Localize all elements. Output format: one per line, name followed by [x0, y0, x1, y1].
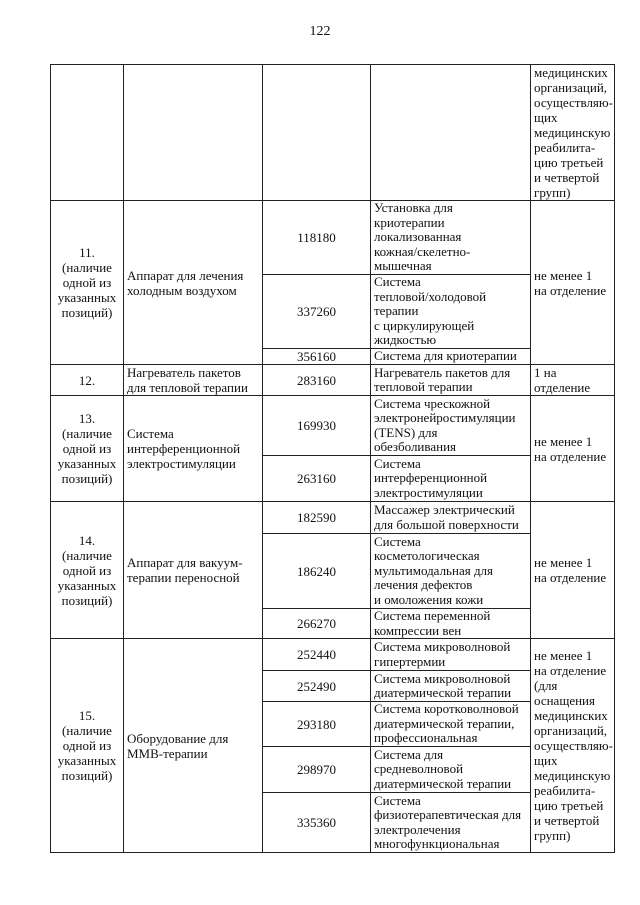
num-cell	[51, 65, 124, 201]
desc-cell: Нагреватель пакетов для тепловой терапии	[371, 365, 531, 396]
desc-cell: Система микроволновой гипертермии	[371, 639, 531, 671]
requirement-cell: медицинских организаций, осуществляю- щих медицинскую реабилита- цию третьей и четвертой групп)	[531, 65, 615, 201]
code-cell: 186240	[263, 534, 371, 609]
table-row	[51, 396, 615, 456]
requirement-cell: не менее 1 на отделение	[531, 201, 615, 365]
code-cell: 298970	[263, 747, 371, 793]
code-cell: 182590	[263, 502, 371, 534]
num-cell: 14. (наличие одной из указанных позиций)	[51, 502, 124, 639]
desc-cell: Система коротковолновой диатермической терапии, профессиональная	[371, 702, 531, 747]
desc-cell: Система для средневолновой диатермической терапии	[371, 747, 531, 793]
code-cell: 252490	[263, 671, 371, 702]
desc-cell: Система для криотерапии	[371, 349, 531, 365]
name-cell: Аппарат для лечения холодным воздухом	[124, 201, 263, 365]
num-cell: 12.	[51, 365, 124, 396]
code-cell: 169930	[263, 396, 371, 456]
requirement-cell: не менее 1 на отделение	[531, 502, 615, 639]
desc-cell: Система физиотерапевтическая для электролечения многофункциональная	[371, 793, 531, 853]
code-cell: 252440	[263, 639, 371, 671]
name-cell: Аппарат для вакуум- терапии переносной	[124, 502, 263, 639]
requirement-cell: 1 на отделение	[531, 365, 615, 396]
table-row	[51, 502, 615, 534]
desc-cell: Установка для криотерапии локализованная кожная/скелетно- мышечная	[371, 201, 531, 275]
desc-cell: Система микроволновой диатермической терапии	[371, 671, 531, 702]
desc-cell: Система косметологическая мультимодальная для лечения дефектов и омоложения кожи	[371, 534, 531, 609]
num-cell: 13. (наличие одной из указанных позиций)	[51, 396, 124, 502]
name-cell: Оборудование для ММВ-терапии	[124, 639, 263, 853]
desc-cell: Система переменной компрессии вен	[371, 609, 531, 639]
code-cell: 293180	[263, 702, 371, 747]
table-row-continuation	[51, 65, 615, 201]
code-cell: 118180	[263, 201, 371, 275]
num-cell: 11. (наличие одной из указанных позиций)	[51, 201, 124, 365]
table-row	[51, 201, 615, 275]
desc-cell: Система интерференционной электростимуляции	[371, 456, 531, 502]
code-cell: 283160	[263, 365, 371, 396]
code-cell: 356160	[263, 349, 371, 365]
name-cell: Нагреватель пакетов для тепловой терапии	[124, 365, 263, 396]
desc-cell	[371, 65, 531, 201]
requirement-cell: не менее 1 на отделение	[531, 396, 615, 502]
desc-cell: Система тепловой/холодовой терапии с циркулирующей жидкостью	[371, 275, 531, 349]
table-row	[51, 365, 615, 396]
name-cell: Система интерференционной электростимуляции	[124, 396, 263, 502]
page-number: 122	[309, 24, 331, 39]
code-cell: 263160	[263, 456, 371, 502]
table-row	[51, 639, 615, 671]
desc-cell: Массажер электрический для большой поверхности	[371, 502, 531, 534]
num-cell: 15. (наличие одной из указанных позиций)	[51, 639, 124, 853]
code-cell: 266270	[263, 609, 371, 639]
code-cell: 337260	[263, 275, 371, 349]
requirement-cell: не менее 1 на отделение (для оснащения медицинских организаций, осуществляю- щих медицинскую реабилита- цию третьей и четвертой групп)	[531, 639, 615, 853]
name-cell	[124, 65, 263, 201]
desc-cell: Система чрескожной электронейростимуляции (TENS) для обезболивания	[371, 396, 531, 456]
equipment-table	[50, 64, 615, 853]
code-cell	[263, 65, 371, 201]
code-cell: 335360	[263, 793, 371, 853]
